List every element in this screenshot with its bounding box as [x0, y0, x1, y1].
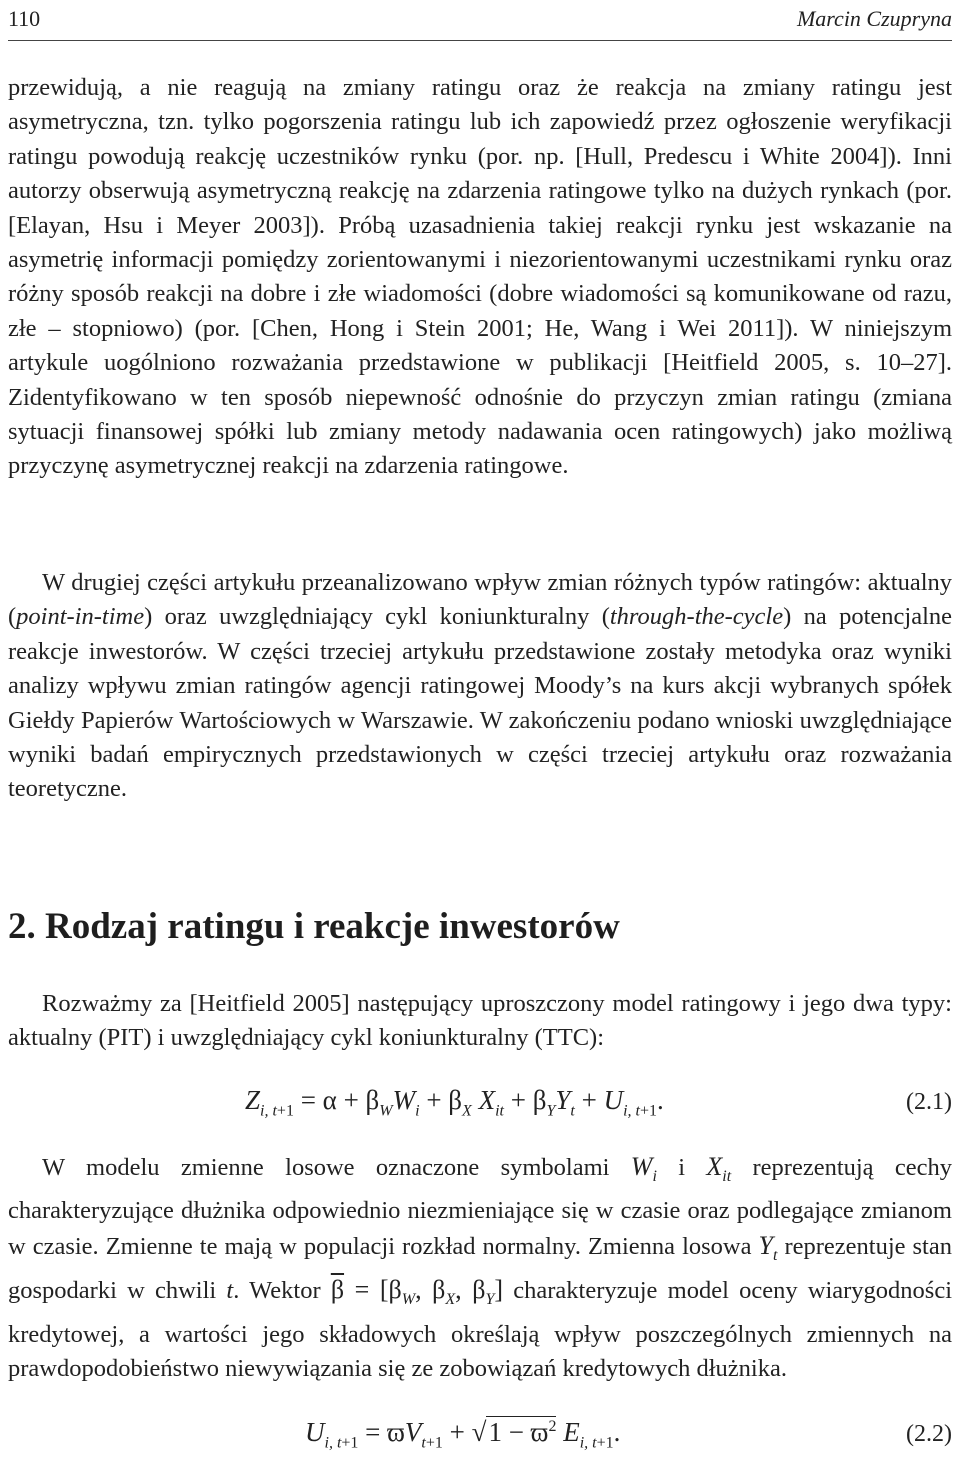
section-heading: 2. Rodzaj ratingu i reakcje inwestorów [8, 906, 620, 947]
term-through-the-cycle: through-the-cycle [609, 603, 784, 631]
equation-number: (2.1) [906, 1089, 952, 1115]
equation-2-2 [8, 1417, 952, 1465]
running-author: Marcin Czupryna [796, 6, 952, 31]
equation-2-2-formula: $U_{i, t+1} = ϖV_{t+1} + √1 - ϖ^2$ $E_{i, t+1}$. [305, 1417, 621, 1452]
paragraph-4: W modelu zmienne losowe oznaczone symbolami $W_i$ i $X_{it}$ reprezentują cechy charakteryzujące dłużnika odpowiednio niezmieniające się w czasie oraz podlegające zmianom w czasie. Zmienne te mają w populacji rozkład normalny. Zmienna losowa $Y_t$ reprezentuje stan gospodarki w chwili t. Wektor $\overline{\beta} = [\beta_W$, $\beta_X$, $\beta_Y$] charakteryzuje model oceny wiarygodności kredytowej, a wartości jego składowych określają wpływ poszczególnych zmiennych na prawdopodobieństwo niewywiązania się ze zobowiązań kredytowych dłużnika. [8, 1152, 953, 1382]
paragraph-3: Rozważmy za [Heitfield 2005] następujący uproszczony model ratingowy i jego dwa typy: aktualny (PIT) i uwzględniający cykl koniunkturalny (TTC): [8, 990, 952, 1052]
paragraph-2: W drugiej części artykułu przeanalizowano wpływ zmian różnych typów ratingów: aktualny (point-in-time) oraz uwzględniający cykl koniunkturalny (through-the-cycle) na potencjalne reakcje inwestorów. W części trzeciej artykułu przedstawione zostały metodyka oraz wyniki analizy wpływu zmian ratingów agencji ratingowej Moody’s na kurs akcji wybranych spółek Giełdy Papierów Wartościowych w Warszawie. W zakończeniu podano wnioski uwzględniające wyniki badań empirycznych przedstawionych w części trzeciej artykułu oraz rozważania teoretyczne. [8, 569, 952, 803]
term-point-in-time: point-in-time [16, 603, 145, 631]
running-header [8, 0, 952, 41]
equation-number: (2.2) [906, 1421, 952, 1447]
page-number: 110 [8, 6, 41, 31]
paragraph-1: przewidują, a nie reagują na zmiany ratingu oraz że reakcja na zmiany ratingu jest asymetryczna, tzn. tylko pogorszenia ratingu lub ich zapowiedź przez ogłoszenie weryfikacji ratingu powodują reakcję uczestników rynku (por. np. [Hull, Predescu i White 2004]). Inni autorzy obserwują asymetryczną reakcję na zdarzenia ratingowe tylko na dużych rynkach (por. [Elayan, Hsu i Meyer 2003]). Próbą uzasadnienia takiej reakcji rynku jest wskazanie na asymetrię informacji pomiędzy zorientowanymi i niezorientowanymi uczestnikami rynku oraz różny sposób reakcji na dobre i złe wiadomości (dobre wiadomości są komunikowane od razu, złe – stopniowo) (por. [Chen, Hong i Stein 2001; He, Wang i Wei 2011]). W niniejszym artykule uogólniono rozważania przedstawione w publikacji [Heitfield 2005, s. 10–27]. Zidentyfikowano w ten sposób niepewność odnośnie do przyczyn zmian ratingu (zmiana sytuacji finansowej spółki lub zmiany metody nadawania ocen ratingowych) jako możliwą przyczynę asymetrycznej reakcji na zdarzenia ratingowe. [8, 74, 952, 480]
equation-2-1 [8, 1085, 952, 1133]
page [8, 0, 953, 1452]
equation-2-1-formula: $Z_{i, t+1} = \alpha + \beta_WW_i + \beta_X$ $X_{it} + \beta_YY_t + U_{i, t+1}$. [245, 1085, 664, 1120]
